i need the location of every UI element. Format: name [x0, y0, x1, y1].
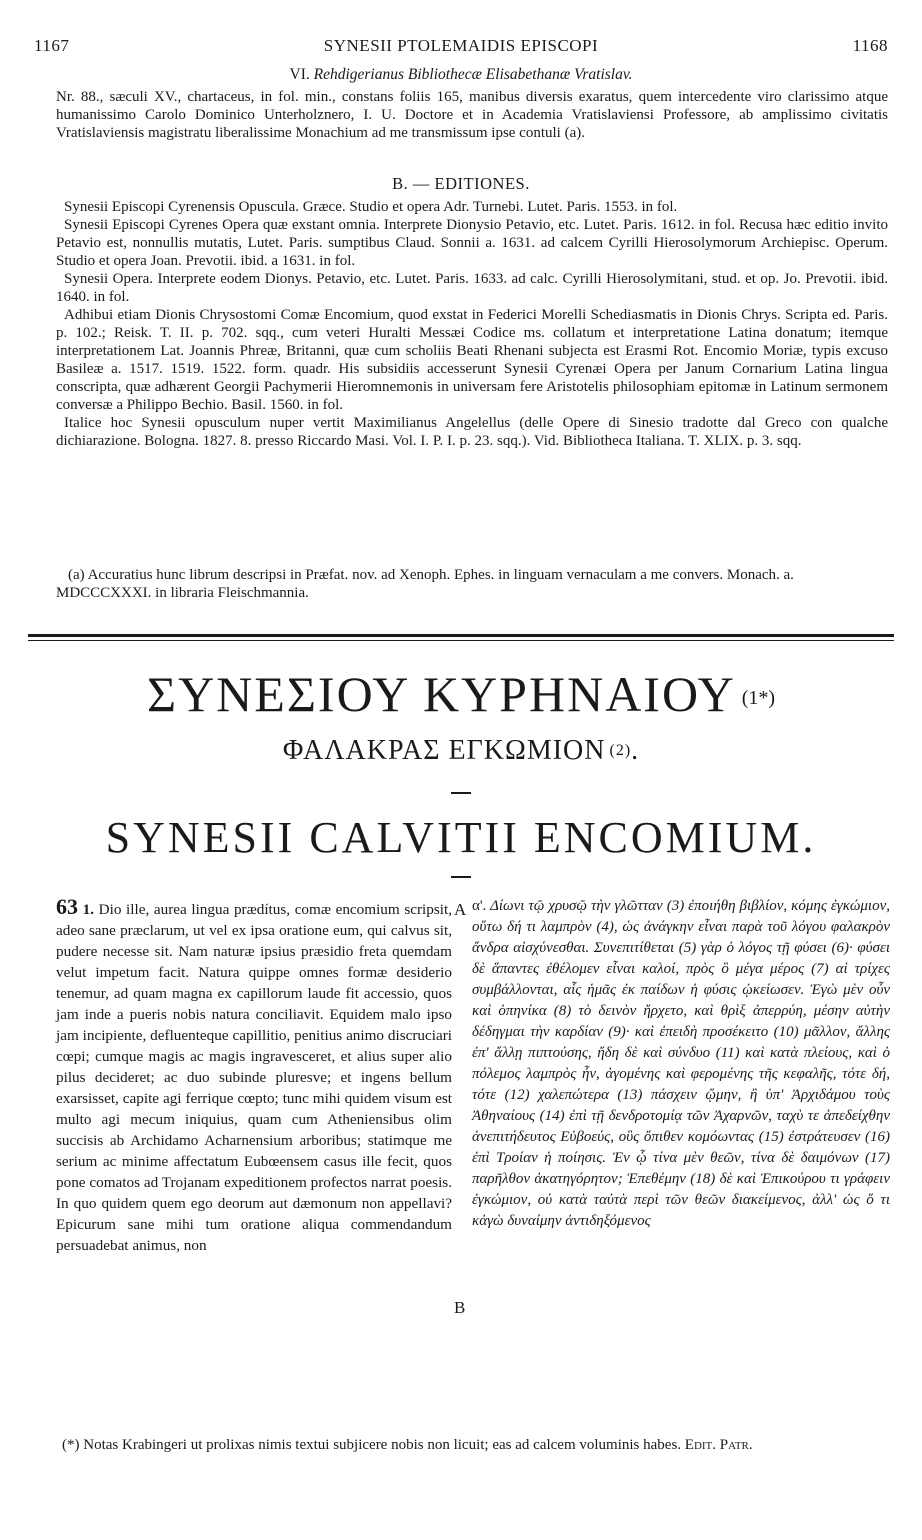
edition-entry: Adhibui etiam Dionis Chrysostomi Comæ Encomium, quod exstat in Federici Morelli Schediasmatis in Dionis Chrys. Scripta ed. Paris. p. 102.; Reisk. T. II. p. 702. sqq., cum veteri Huralti Messæi Codice ms. collatum et interpretatione Latina donatum; itemque interpretationem Lat. Joannis Phreæ, Britanni, quæ cum scholiis Beati Rhenani subjecta est Erasmi Rot. Encomio Moriæ, typis excuso Basileæ a. 1517. 1519. 1522. form. quadr. His subsidiis accesserunt Synesii Cyrenæi Opera per Janum Cornarium Latina lingua conscripta, quæ adhærent Georgii Pachymerii Hieromnemonis in universam fere Aristotelis philosophiam epitomæ in Latinum sermonem conversæ a Philippo Bechio. Basil. 1560. in fol.: [56, 307, 888, 413]
greek-subtitle: [0, 734, 922, 768]
page-number-right: 1168: [852, 36, 888, 55]
margin-marker-b: B: [454, 1298, 466, 1317]
manuscript-description: [56, 88, 888, 142]
footnote-a-text: (a) Accuratius hunc librum descripsi in Præfat. nov. ad Xenoph. Ephes. in linguam vernaculam a me convers. Monach. a. MDCCCXXXI. in libraria Fleischmannia.: [56, 567, 794, 601]
edition-entry: Synesii Opera. Interprete eodem Dionys. Petavio, etc. Lutet. Paris. 1633. ad calc. Cyrilli Hierosolymitani, stud. et op. Jo. Prevotii. ibid. 1640. in fol.: [56, 271, 888, 305]
edition-entry: Italice hoc Synesii opusculum nuper vertit Maximilianus Angelellus (delle Opere di Sinesio tradotte dal Greco con qualche dichiarazione. Bologna. 1827. 8. presso Riccardo Masi. Vol. I. P. I. p. 23. sqq.). Vid. Bibliotheca Italiana. T. XLIX. p. 3. sqq.: [56, 415, 888, 449]
editiones-list: [56, 198, 888, 450]
title-dash: [451, 876, 471, 878]
running-head: [34, 36, 888, 60]
footnote-star: [56, 1436, 888, 1454]
running-title: SYNESII PTOLEMAIDIS EPISCOPI: [323, 36, 599, 55]
manuscript-text: Nr. 88., sæculi XV., chartaceus, in fol. min., constans foliis 165, manibus diversis exaratus, quem intercedente viro clarissimo atque humanissimo Carolo Dominico Unterholznero, I. U. Doctore et in Academia Vratislaviensi Professore, ab amplissimo civitatis Vratislaviensis magistratu liberalissime Monachium ad me transmissum ipse contuli (a).: [56, 89, 888, 141]
editiones-heading: B. — EDITIONES.: [392, 174, 530, 193]
section-number: 1.: [82, 901, 95, 918]
manuscript-heading-number: VI.: [289, 66, 310, 83]
greek-subtitle-text: ΦΑΛΑΚΡΑΣ ΕΓΚΩΜΙΟΝ: [282, 735, 606, 766]
chapter-number: 63: [56, 894, 78, 919]
page-number-left: 1167: [34, 36, 70, 55]
greek-title: [0, 666, 922, 722]
greek-title-note: (1*): [741, 687, 776, 709]
footnote-a: [56, 566, 888, 602]
greek-text: Δίωνι τῷ χρυσῷ τὴν γλῶτταν (3) ἐποιήθη βιβλίον, κόμης ἐγκώμιον, οὕτω δή τι λαμπρὸν (4), ὡς ἀνάγκην εἶναι παρὰ τοῦ λόγου φαλακρὸν ἄνδρα αἰσχύνεσθαι. Συνεπιτίθεται (5) γὰρ ὁ λόγος τῇ φύσει (6)· φύσει δὲ ἅπαντες ἐθέλομεν εἶναι καλοί, πρὸς ὃ μέγα μέρος (7) αἱ τρίχες συμβάλλονται, αἷς ἡμᾶς ἐκ παίδων ἡ φύσις ᾠκείωσεν. Ἐγὼ μὲν οὖν καὶ ὁπηνίκα (8) τὸ δεινὸν ἤρχετο, καὶ θρὶξ ἀπερρύη, μέσην αὐτὴν δέδηγμαι τὴν καρδίαν (9)· καὶ ἐπειδὴ προσέκειτο (10) μᾶλλον, ἄλλης ἐπ' ἄλλῃ πιπτούσης, ἤδη δὲ καὶ σύνδυο (11) καὶ κατὰ πλείους, καὶ ὁ πόλεμος λαμπρὸς ἦν, ἀγομένης καὶ φερομένης τῆς κεφαλῆς, τότε δή, τότε (12) χαλεπώτερα (13) πάσχειν ᾤμην, ἢ ὑπ' Ἀρχιδάμου τοὺς Ἀθηναίους (14) ἐπὶ τῇ δενδροτομίᾳ τῶν Ἀχαρνῶν, ταχὺ τε ἀπεδείχθην ἀνεπιτήδευτος Εὐβοεύς, οὓς ὄπιθεν κομόωντας (15) ἐστράτευσεν (16) ἐπὶ Τροίαν ἡ ποίησις. Ἐν ᾧ τίνα μὲν θεῶν, τίνα δὲ δαιμόνων (17) παρῆλθον ἀκατηγόρητον; Ἐπεθέμην (18) δὲ καὶ Ἐπικούρου τι γράφειν ἐγκώμιον, οὐ κατὰ ταὐτὰ περὶ τῶν θεῶν διακείμενος, ἀλλ' ὡς ὅ τι κἀγὼ δυναίμην ἀντιδηξόμενος: [472, 898, 890, 1229]
latin-column: [56, 896, 452, 1256]
margin-marker-a: A: [454, 900, 467, 919]
edition-entry: Synesii Episcopi Cyrenes Opera quæ exstant omnia. Interprete Dionysio Petavio, etc. Lutet. Paris. 1612. in fol. Recusa hæc editio invito Petavio est, nonnullis mutatis, Lutet. Paris. sumptibus Claud. Sonnii a. 1631. ad calcem Cyrilli Hierosolymorum Archiepisc. Operum. Studio et opera Joan. Prevotii. ibid. a 1631. in fol.: [56, 217, 888, 269]
title-dash: [451, 792, 471, 794]
latin-text: Dio ille, aurea lingua prædítus, comæ encomium scripsit, adeo sane præclarum, ut vel ex ipsa oratione eum, qui calvus sit, pudere necesse sit. Nam naturæ ipsius præsidio freta quemdam velut impetum facit. Natura quippe omnes formæ desiderio tenemur, ad quam magna ex capillorum laude fit accessio, quos jam inde a pueris nobis natura conciliavit. Equidem malo ipso jam incipiente, defluenteque capillitio, penitius animo discruciari cœpi; cumque magis ac magis ingravesceret, et alius super alio pilus decideret; ac duo subinde pluresve; et ingens bellum exarsisset, capite agi ferrique cœpto; tunc mihi quidem visum est multo agi mecum iniquius, quam cum Atheniensibus olim succisis ab Archidamo Acharnensium arboribus; statimque me serium ac minime affectatum Eubœensem casus ille fecit, quos pone comatos ad Trojanam expeditionem profectos narrat poesis. In quo quidem quem ego deorum aut dæmonum non appellavi? Epicurum sane mihi tum oratione aliqua commendandum persuadebat animus, non: [56, 901, 452, 1254]
manuscript-heading: [60, 66, 862, 84]
footnote-signature: Edit. Patr.: [684, 1437, 753, 1453]
greek-title-text: ΣΥΝΕΣΙΟΥ ΚΥΡΗΝΑΙΟΥ: [146, 666, 736, 722]
latin-title: SYNESII CALVITII ENCOMIUM.: [105, 813, 817, 862]
section-rule-thick: [28, 634, 894, 637]
greek-section-label: α'.: [472, 898, 487, 914]
edition-entry: Synesii Episcopi Cyrenensis Opuscula. Græce. Studio et opera Adr. Turnebi. Lutet. Paris. 1553. in fol.: [64, 199, 678, 215]
greek-subtitle-period: .: [631, 735, 640, 766]
footnote-star-text: (*) Notas Krabingeri ut prolixas nimis textui subjicere nobis non licuit; eas ad calcem voluminis habes.: [62, 1437, 682, 1453]
greek-column: [472, 896, 890, 1232]
manuscript-heading-title: Rehdigerianus Bibliothecæ Elisabethanæ Vratislav.: [313, 66, 633, 83]
greek-subtitle-note: (2): [609, 742, 632, 759]
section-rule-thin: [28, 640, 894, 641]
